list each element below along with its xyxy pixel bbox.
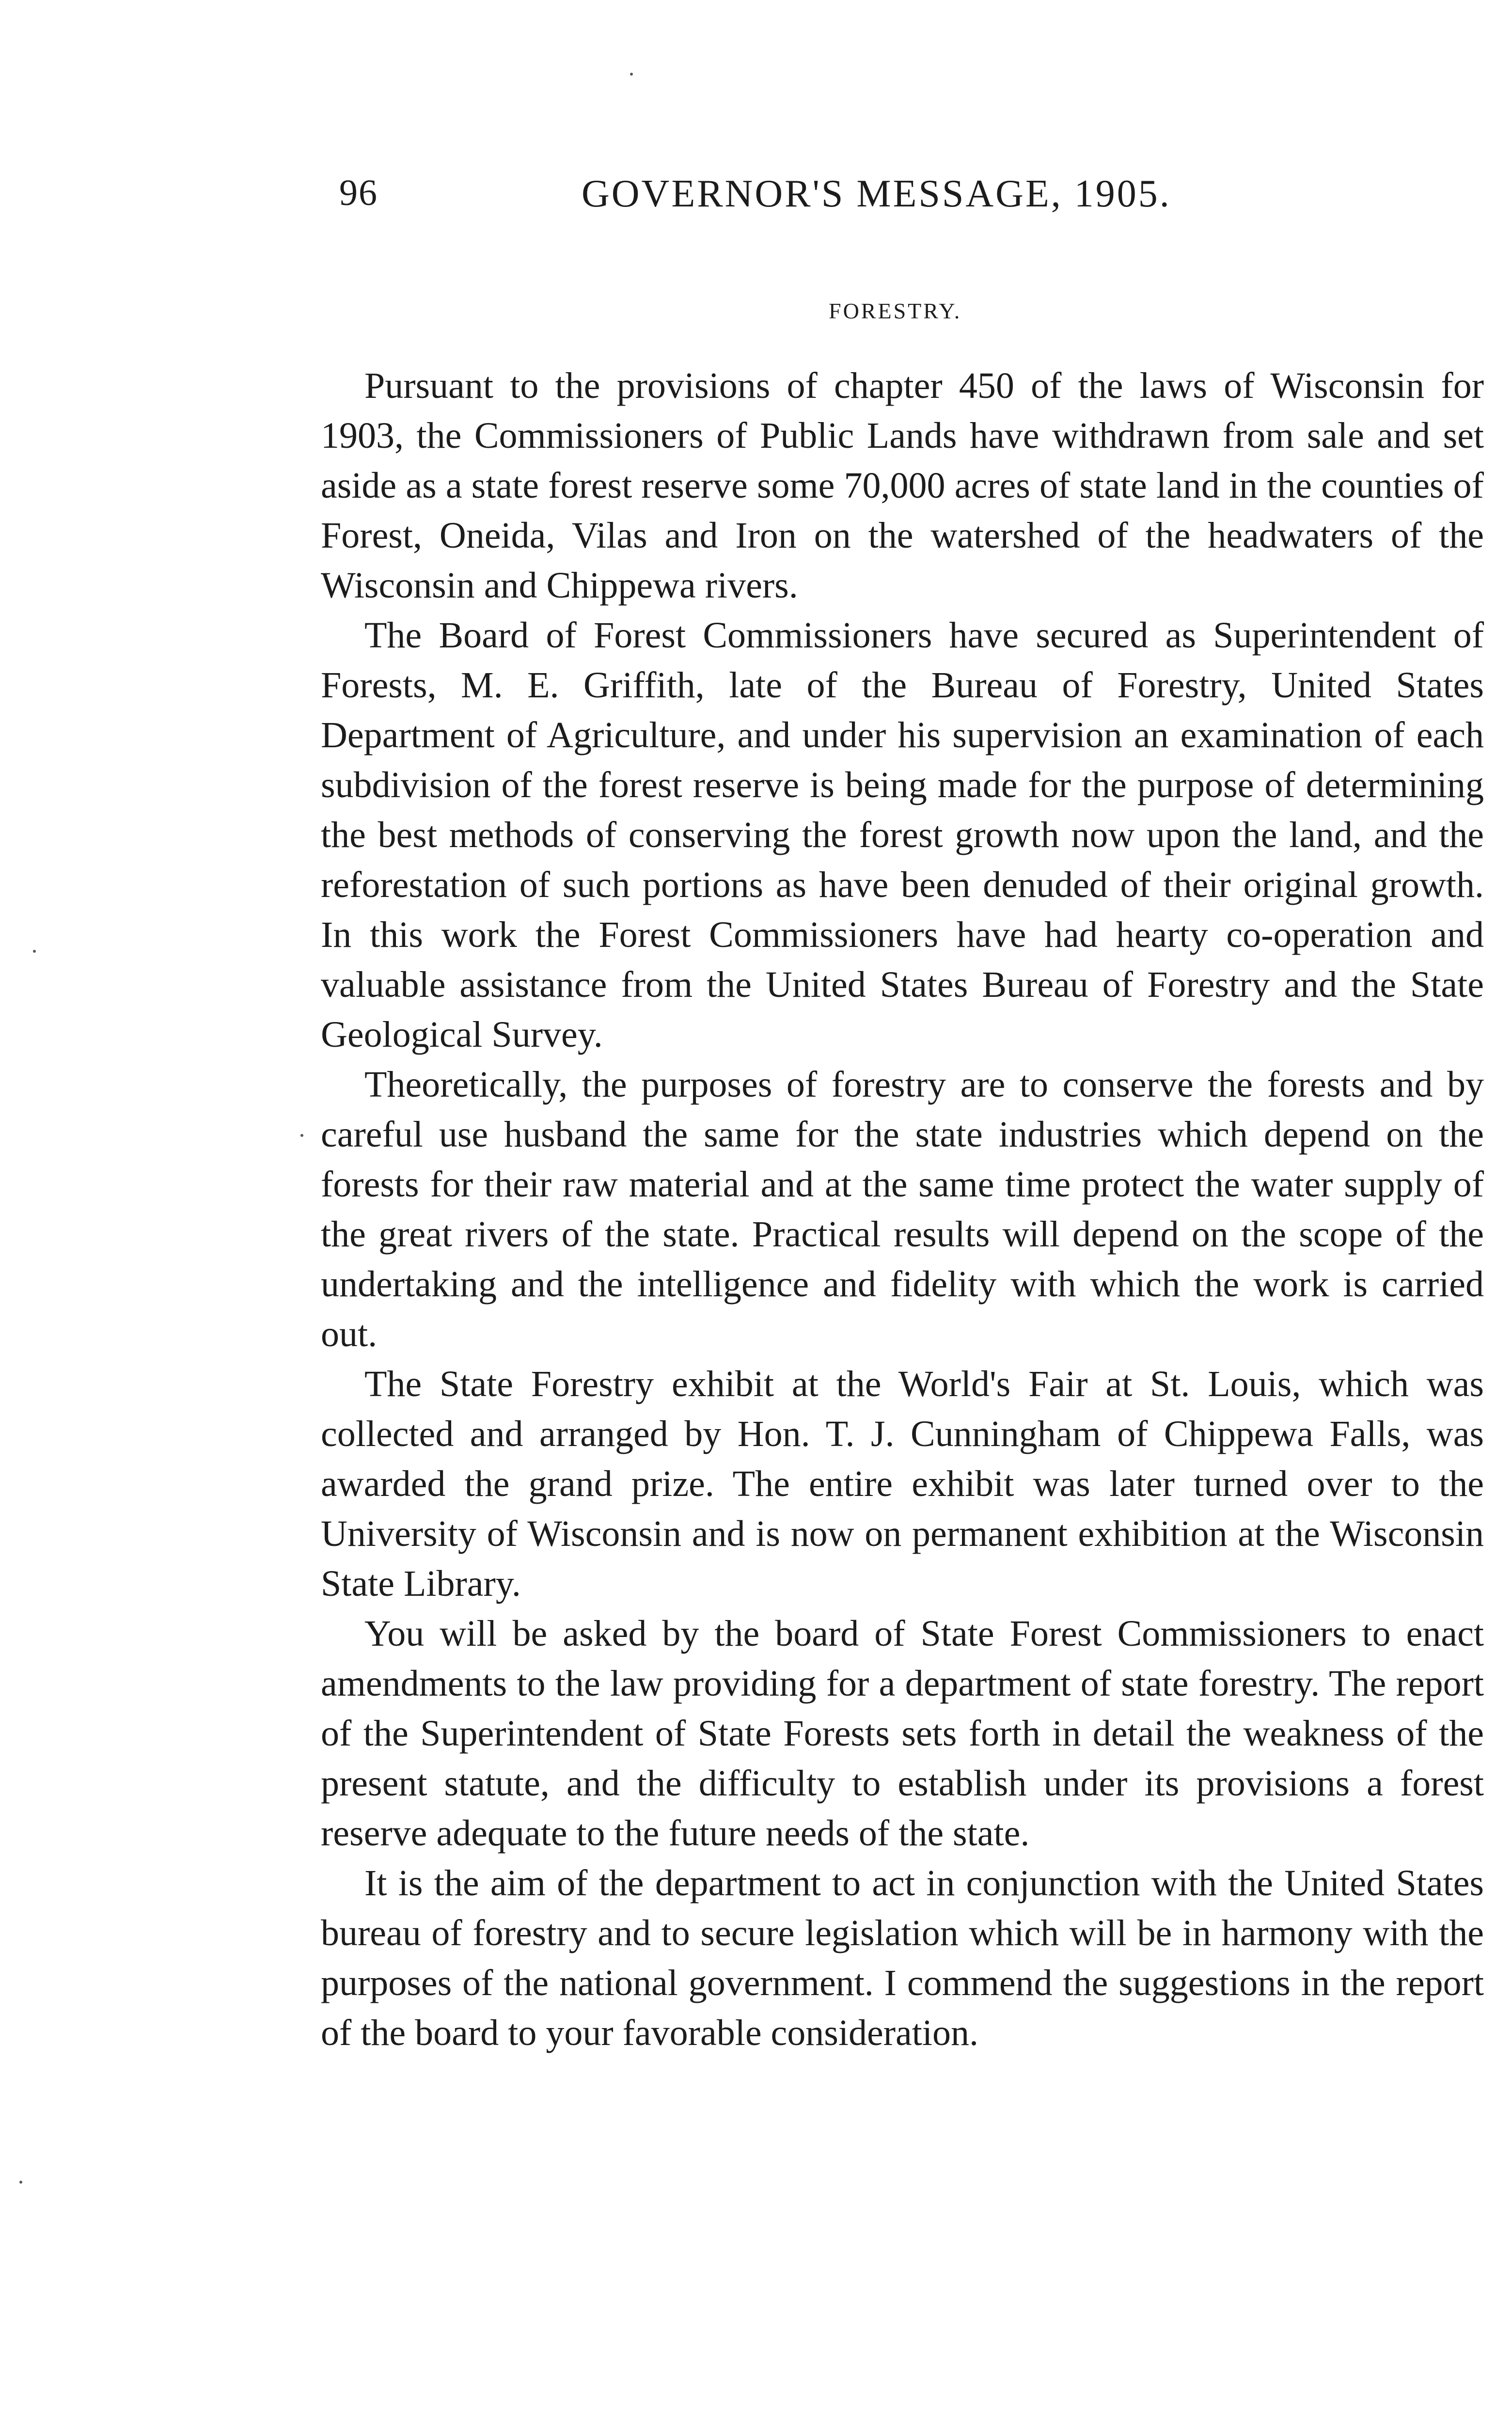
paragraph-conclusion: It is the aim of the department to act in conjunction with the United States bureau of forestry and to secure legislation which will be in harmony with the purposes of the national government. I commend the suggestions in the report of the board to your favorable consideration. xyxy=(321,1863,1484,2053)
section-heading: FORESTRY. xyxy=(829,299,962,323)
paragraph-purposes: Theoretically, the purposes of forestry are to conserve the forests and by careful use husband the same for the state industries which depend on the forests for their raw material and at the same time protect the water supply of the great rivers of the state. Practical results will depend on the scope of the undertaking and the intelligence and fidelity with which the work is carried out. xyxy=(321,1064,1484,1354)
paragraph-amendments: You will be asked by the board of State Forest Commissioners to enact amendments to the law providing for a department of state forestry. The report of the Superintendent of State Forests sets forth in detail the weakness of the present statute, and the difficulty to establish under its provisions a forest reserve adequate to the future needs of the state. xyxy=(321,1613,1484,1854)
scan-speck xyxy=(300,1134,303,1137)
scan-speck xyxy=(33,950,36,953)
paragraph-reserve: Pursuant to the provisions of chapter 450 of the laws of Wisconsin for 1903, the Commissioners of Public Lands have withdrawn from sale and set aside as a state forest reserve some 70,000 acres of state land in the counties of Forest, Oneida, Vilas and Iron on the watershed of the headwaters of the Wisconsin and Chippewa rivers. xyxy=(321,365,1484,606)
scan-speck xyxy=(630,73,633,76)
running-title: GOVERNOR'S MESSAGE, 1905. xyxy=(582,173,1171,215)
running-head xyxy=(339,172,1478,220)
paragraph-superintendent: The Board of Forest Commissioners have secured as Superintendent of Forests, M. E. Griffith, late of the Bureau of Forestry, United States Department of Agriculture, and under his supervision an examination of each subdivision of the forest reserve is being made for the purpose of determining the best methods of conserving the forest growth now upon the land, and the reforestation of such portions as have been denuded of their original growth. In this work the Forest Commissioners have had hearty co-operation and valuable assistance from the United States Bureau of Forestry and the State Geological Survey. xyxy=(321,615,1484,1055)
body-text xyxy=(321,361,1484,2058)
page-number: 96 xyxy=(339,173,378,213)
scan-speck xyxy=(19,2181,22,2184)
paragraph-exhibit: The State Forestry exhibit at the World's Fair at St. Louis, which was collected and arranged by Hon. T. J. Cunningham of Chippewa Falls, was awarded the grand prize. The entire exhibit was later turned over to the University of Wisconsin and is now on permanent exhibition at the Wisconsin State Library. xyxy=(321,1364,1484,1604)
